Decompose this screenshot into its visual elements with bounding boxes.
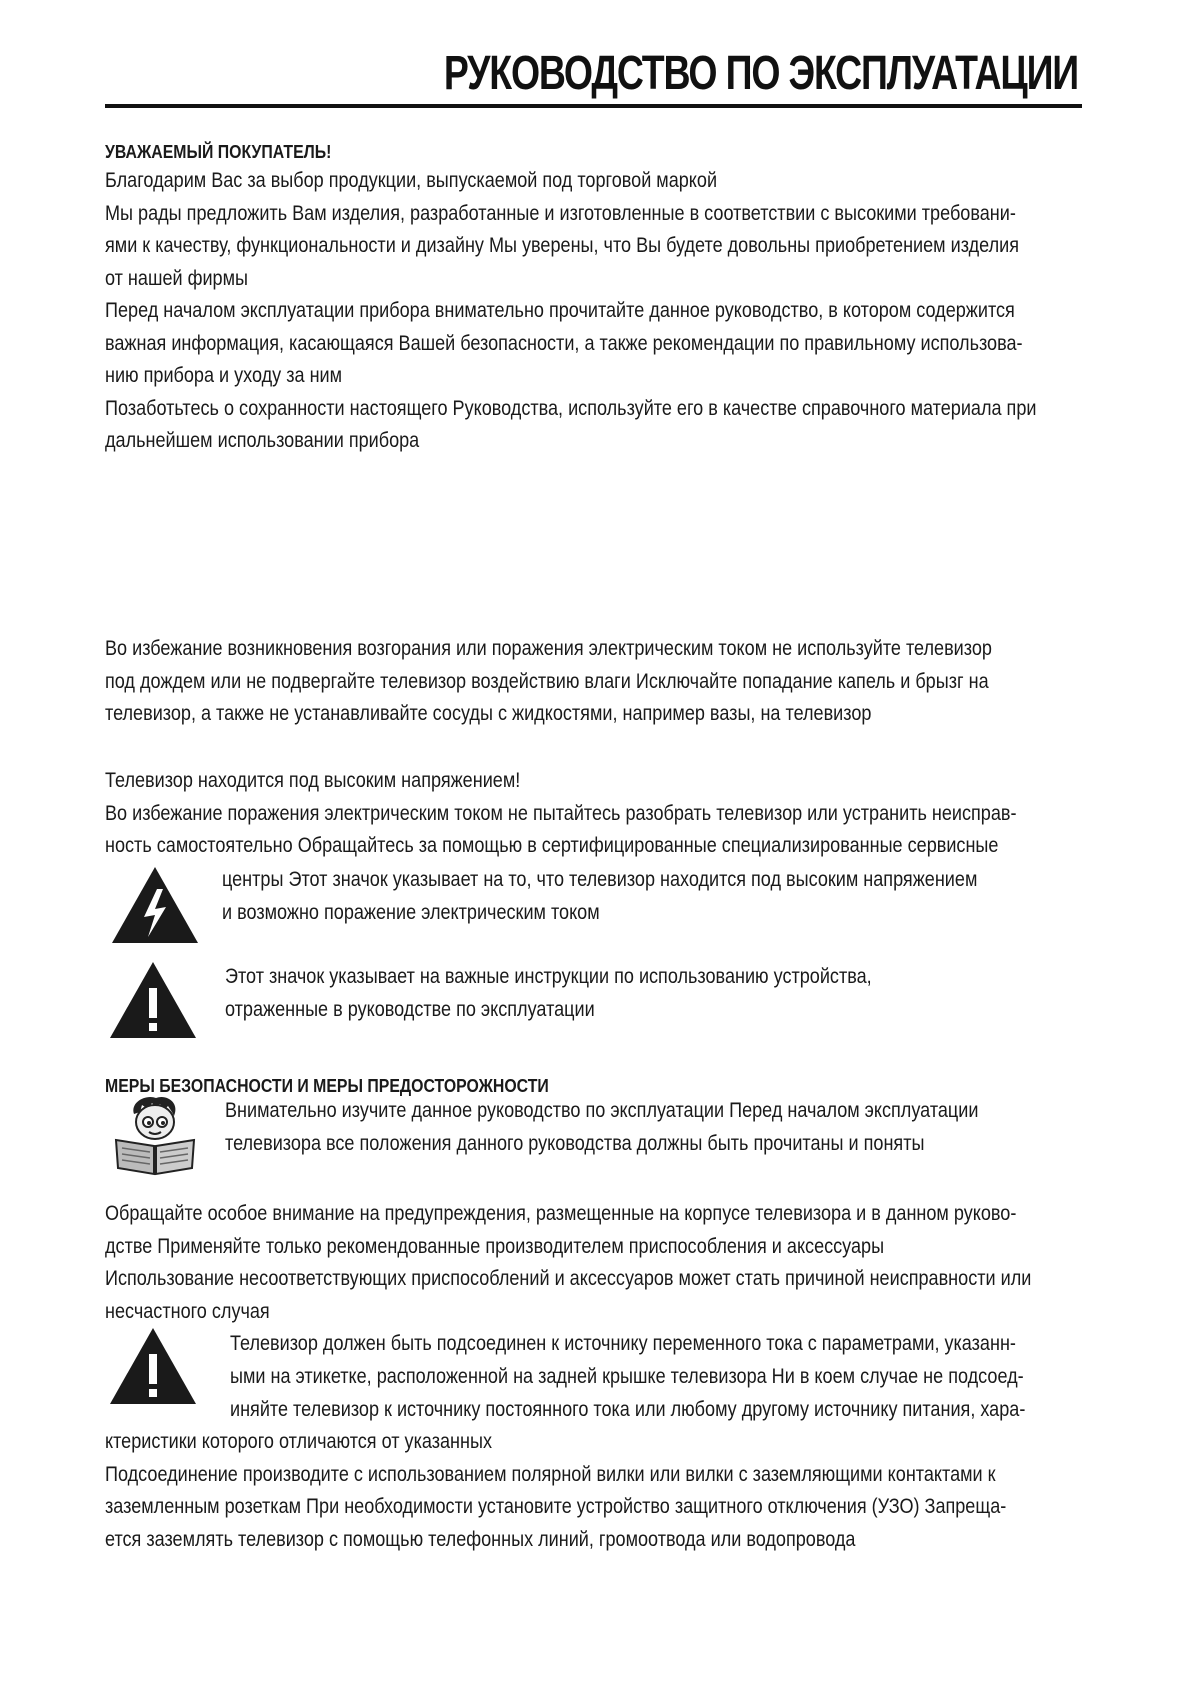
text-line: Перед началом эксплуатации прибора внимательно прочитайте данное руководство, в котором содержится — [105, 299, 1015, 322]
text-line: Мы рады предложить Вам изделия, разработанные и изготовленные в соответствии с высокими требовани- — [105, 201, 1016, 225]
text-line: ктеристики которого отличаются от указанных — [105, 1430, 492, 1453]
text-line: заземленным розеткам При необходимости установите устройство защитного отключения (УЗО) Запреща- — [105, 1495, 1007, 1518]
page-title: РУКОВОДСТВО ПО ЭКСПЛУАТАЦИИ — [443, 47, 1078, 100]
safety-text — [105, 1198, 1095, 1328]
text-line: Позаботьтесь о сохранности настоящего Руководства, используйте его в качестве справочного материала при — [105, 396, 1037, 420]
voltage-icon-text — [222, 863, 1100, 929]
text-line: Использование несоответствующих приспособлений и аксессуаров может стать причиной неисправности или — [105, 1267, 1032, 1290]
text-line: центры Этот значок указывает на то, что телевизор находится под высоким напряжением — [222, 868, 978, 891]
text-line: Благодарим Вас за выбор продукции, выпускаемой под торговой маркой — [105, 169, 718, 192]
exclamation-warning-icon — [108, 1326, 198, 1406]
reading-person-icon — [112, 1094, 198, 1176]
power-text — [105, 1426, 1095, 1556]
text-line: важная информация, касающаяся Вашей безопасности, а также рекомендации по правильному использова- — [105, 331, 1023, 355]
text-line: ями к качеству, функциональности и дизайну Мы уверены, что Вы будете довольны приобретением изделия — [105, 234, 1019, 257]
text-line: Внимательно изучите данное руководство по эксплуатации Перед началом эксплуатации — [225, 1099, 979, 1122]
voltage-warning — [105, 765, 1095, 863]
text-line: нию прибора и уходу за ним — [105, 364, 343, 387]
text-line: от нашей фирмы — [105, 266, 248, 290]
text-line: под дождем или не подвергайте телевизор воздействию влаги Исключайте попадание капель и брызг на — [105, 669, 989, 693]
text-line: телевизора все положения данного руководства должны быть прочитаны и поняты — [225, 1132, 925, 1155]
intro-text — [105, 165, 1095, 458]
text-line: Этот значок указывает на важные инструкции по использованию устройства, — [225, 965, 872, 988]
moisture-warning — [105, 633, 1095, 731]
text-line: ыми на этикетке, расположенной на задней крышке телевизора Ни в коем случае не подсоед- — [230, 1365, 1024, 1388]
text-line: телевизор, а также не устанавливайте сосуды с жидкостями, например вазы, на телевизор — [105, 702, 872, 725]
high-voltage-icon — [110, 865, 200, 945]
text-line: дстве Применяйте только рекомендованные производителем приспособления и аксессуары — [105, 1234, 885, 1258]
text-line: ность самостоятельно Обращайтесь за помощью в сертифицированные специализированные сервисные — [105, 834, 999, 857]
intro-heading: УВАЖАЕМЫЙ ПОКУПАТЕЛЬ! — [105, 142, 332, 162]
important-text — [225, 960, 977, 1026]
text-line: ется заземлять телевизор с помощью телефонных линий, громоотвода или водопровода — [105, 1527, 856, 1551]
text-line: и возможно поражение электрическим током — [222, 901, 600, 924]
exclamation-warning-icon — [108, 960, 198, 1040]
text-line: Подсоединение производите с использованием полярной вилки или вилки с заземляющими контактами к — [105, 1462, 996, 1486]
text-line: несчастного случая — [105, 1299, 270, 1323]
text-line: отраженные в руководстве по эксплуатации — [225, 998, 595, 1021]
text-line: Во избежание поражения электрическим током не пытайтесь разобрать телевизор или устранить неисправ- — [105, 801, 1017, 825]
title-rule — [105, 104, 1082, 108]
text-line: иняйте телевизор к источнику постоянного тока или любому другому источнику питания, хара- — [230, 1398, 1026, 1421]
text-line: Телевизор находится под высоким напряжением! — [105, 769, 521, 792]
text-line: Во избежание возникновения возгорания или поражения электрическим током не используйте телевизор — [105, 637, 992, 660]
safety-heading: МЕРЫ БЕЗОПАСНОСТИ И МЕРЫ ПРЕДОСТОРОЖНОСТИ — [105, 1076, 549, 1096]
power-icon-text — [230, 1327, 1155, 1426]
text-line: Телевизор должен быть подсоединен к источнику переменного тока с параметрами, указанн- — [230, 1332, 1016, 1355]
text-line: дальнейшем использовании прибора — [105, 429, 420, 452]
text-line: Обращайте особое внимание на предупреждения, размещенные на корпусе телевизора и в данном руково- — [105, 1202, 1017, 1225]
reader-text — [225, 1094, 1101, 1160]
